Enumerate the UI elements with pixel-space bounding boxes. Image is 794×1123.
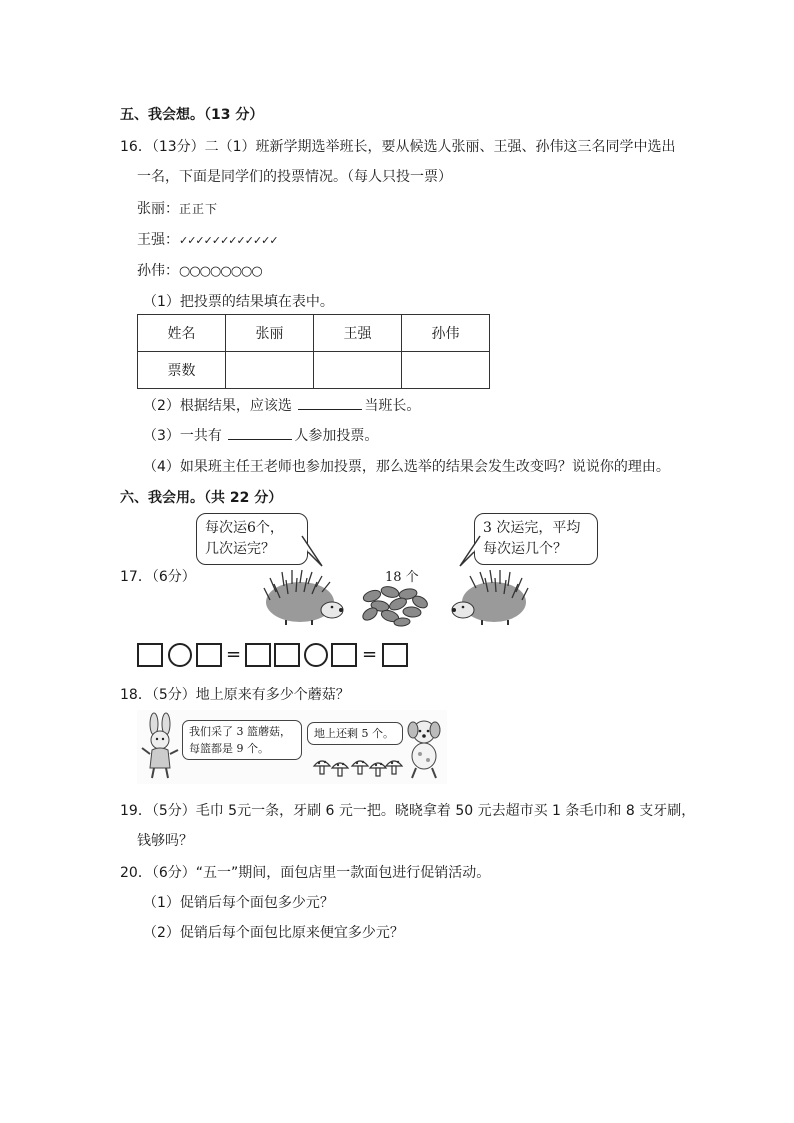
q17-left-bubble-line2: 几次运完？ — [205, 541, 275, 557]
q18-right-bubble: 地上还剩 5 个。 — [307, 722, 403, 745]
hedgehog-left-icon — [262, 570, 344, 626]
table-header-name: 姓名 — [138, 315, 226, 352]
q17-left-bubble — [196, 513, 308, 565]
q17-left-bubble-line1: 每次运6个， — [205, 520, 284, 536]
equation-operator-circle-2[interactable] — [304, 643, 328, 667]
section-5-heading: 五、我会想。（13 分） — [120, 107, 264, 123]
q16-sub3-suffix: 人参加投票。 — [294, 428, 379, 444]
equation-box-5[interactable] — [331, 643, 357, 667]
wangqiang-label: 王强： — [137, 232, 179, 248]
table-row-label-votes: 票数 — [138, 352, 226, 389]
section-6-heading: 六、我会用。（共 22 分） — [120, 490, 283, 506]
equation-box-4[interactable] — [274, 643, 300, 667]
puppy-icon — [400, 712, 446, 782]
q16-sub4: （4）如果班主任王老师也参加投票，那么选举的结果会发生改变吗？说说你的理由。 — [143, 459, 670, 475]
hedgehog-right-icon — [450, 570, 530, 626]
q16-line2: 一名，下面是同学们的投票情况。（每人只投一票） — [137, 169, 452, 185]
wangqiang-tally: ✓✓✓✓✓✓✓✓✓✓✓✓ — [179, 234, 278, 247]
equation-box-2[interactable] — [196, 643, 222, 667]
table-header-sunwei: 孙伟 — [402, 315, 490, 352]
q17-right-bubble — [474, 513, 598, 565]
q17-right-bubble-line2: 每次运几个？ — [483, 541, 567, 557]
q17-right-bubble-line1: 3 次运完，平均 — [483, 520, 581, 536]
q20-sub1: （1）促销后每个面包多少元？ — [143, 895, 334, 911]
wangqiang-row — [137, 229, 278, 249]
votes-cell-wangqiang[interactable] — [314, 352, 402, 389]
votes-cell-sunwei[interactable] — [402, 352, 490, 389]
equals-sign-1: = — [226, 644, 242, 665]
q16-sub3 — [143, 425, 378, 445]
q19-line1: 19．（5分）毛巾 5元一条，牙刷 6 元一把。晓晓拿着 50 元去超市买 1 条毛巾和 8 支牙刷， — [120, 803, 696, 819]
table-header-zhangli: 张丽 — [226, 315, 314, 352]
q18-left-bubble-line2: 每篮都是 9 个。 — [189, 742, 269, 755]
equation-box-3[interactable] — [245, 643, 271, 667]
equals-sign-2: = — [362, 644, 378, 665]
q18-text: 18．（5分）地上原来有多少个蘑菇？ — [120, 687, 350, 703]
sunwei-label: 孙伟： — [137, 263, 179, 279]
votes-cell-zhangli[interactable] — [226, 352, 314, 389]
q16-sub1: （1）把投票的结果填在表中。 — [143, 294, 334, 310]
answer-blank-total[interactable] — [228, 425, 292, 440]
q17-count-label: 18 个 — [385, 570, 419, 585]
vote-table-header-row — [138, 315, 490, 352]
q19-line2: 钱够吗？ — [137, 833, 193, 849]
seeds-pile-icon — [360, 584, 430, 628]
vote-table — [137, 314, 490, 389]
rabbit-icon — [140, 712, 180, 782]
q16-sub2 — [143, 395, 420, 415]
q17-right-bubble-tail — [452, 530, 482, 570]
q20-sub2: （2）促销后每个面包比原来便宜多少元？ — [143, 925, 404, 941]
q17-left-bubble-tail — [300, 530, 330, 570]
zhangli-row — [137, 198, 218, 218]
q18-left-bubble-line1: 我们采了 3 篮蘑菇， — [189, 725, 291, 738]
sunwei-tally: ○○○○○○○○ — [179, 264, 262, 279]
q16-sub2-prefix: （2）根据结果，应该选 — [143, 398, 292, 414]
q18-left-bubble — [182, 720, 302, 760]
table-header-wangqiang: 王强 — [314, 315, 402, 352]
equation-box-6[interactable] — [382, 643, 408, 667]
sunwei-row — [137, 260, 262, 280]
mushrooms-icon — [312, 756, 404, 782]
answer-blank-monitor[interactable] — [298, 395, 362, 410]
vote-table-count-row — [138, 352, 490, 389]
zhangli-label: 张丽： — [137, 201, 179, 217]
equation-box-1[interactable] — [137, 643, 163, 667]
equation-operator-circle-1[interactable] — [168, 643, 192, 667]
q16-sub2-suffix: 当班长。 — [364, 398, 421, 414]
q16-sub3-prefix: （3）一共有 — [143, 428, 222, 444]
zhangli-tally: 正正下 — [179, 202, 219, 216]
q20-line1: 20．（6分）“五一”期间，面包店里一款面包进行促销活动。 — [120, 865, 491, 881]
q16-line1: 16．（13分）二（1）班新学期选举班长，要从候选人张丽、王强、孙伟这三名同学中选出 — [120, 139, 676, 155]
q17-label: 17．（6分） — [120, 569, 196, 585]
